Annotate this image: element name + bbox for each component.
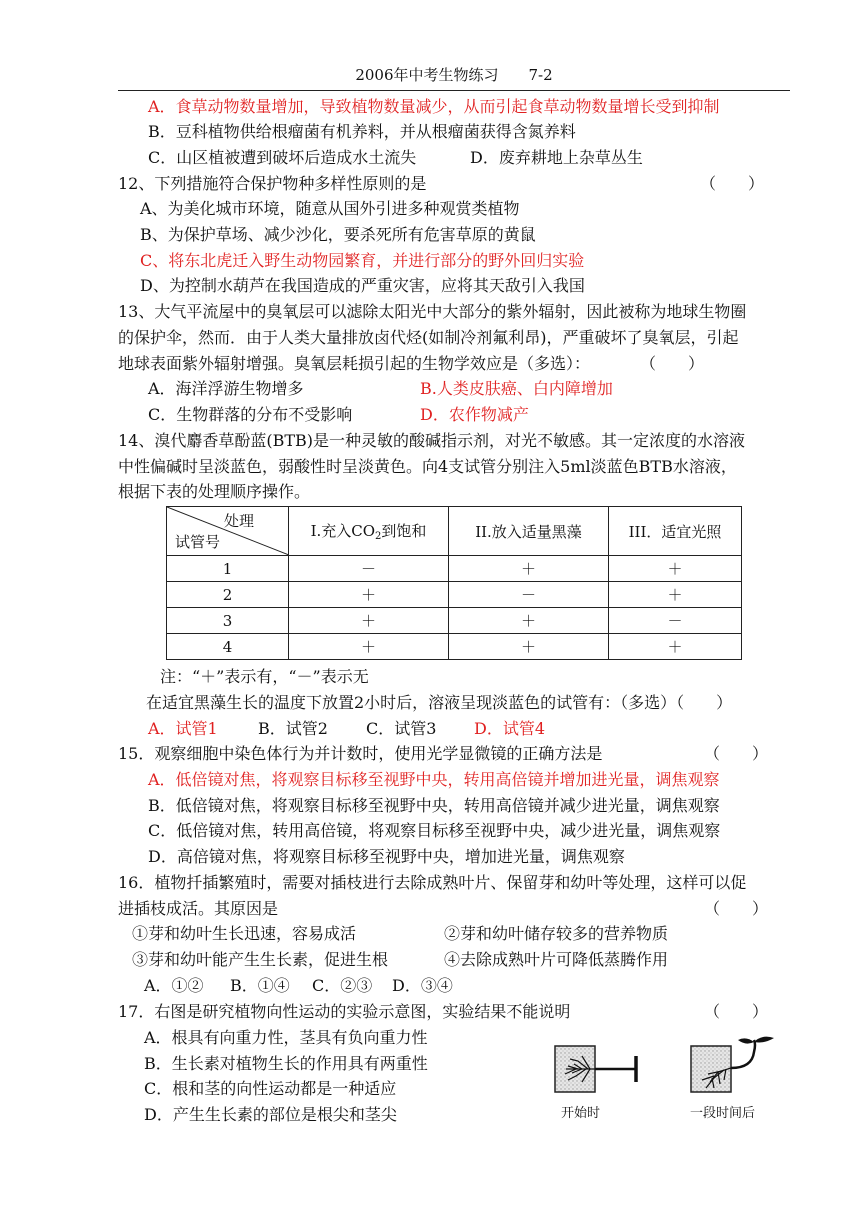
q16-statement-4: ④去除成熟叶片可降低蒸腾作用: [444, 950, 669, 969]
table-cell: ＋: [289, 634, 449, 660]
q14-table-note: 注：“＋”表示有，“－”表示无: [160, 667, 369, 686]
q15-option-b: B．低倍镜对焦，将观察目标移至视野中央，转用高倍镜并减少进光量，调焦观察: [148, 796, 720, 815]
tube-number-cell: 1: [167, 556, 289, 582]
q16-option-c: C．②③: [312, 976, 373, 995]
q14-option-a: A．试管1: [148, 719, 218, 738]
corner-label-treatment: 处理: [223, 512, 254, 530]
q13-option-d: D．农作物减产: [420, 405, 529, 424]
treatment-table: [166, 506, 742, 660]
q16-statement-2: ②芽和幼叶储存较多的营养物质: [444, 924, 669, 943]
q16-answer-paren: （ ）: [704, 899, 769, 918]
table-cell: ＋: [449, 634, 609, 660]
figure-caption-after: 一段时间后: [690, 1106, 756, 1121]
table-cell: －: [449, 582, 609, 608]
q15-answer-paren: （ ）: [704, 744, 769, 763]
header-title: 2006年中考生物练习: [355, 66, 499, 84]
q13-option-c: C．生物群落的分布不受影响: [148, 405, 353, 424]
table-header-algae: II.放入适量黑藻: [449, 507, 609, 556]
table-header-row: [167, 507, 742, 556]
seedling-start-figure: [552, 1044, 644, 1096]
table-cell: ＋: [289, 608, 449, 634]
q13-stem-line2: 的保护伞，然而．由于人类大量排放卤代烃(如制冷剂氟利昂)，严重破坏了臭氧层，引起: [118, 328, 739, 347]
q17-option-a: A．根具有向重力性，茎具有负向重力性: [144, 1028, 428, 1047]
q14-stem-line1: 14、溴代麝香草酚蓝(BTB)是一种灵敏的酸碱指示剂，对光不敏感。其一定浓度的水溶液: [118, 431, 746, 450]
tube-number-cell: 2: [167, 582, 289, 608]
table-cell: ＋: [289, 582, 449, 608]
q16-option-b: B．①④: [230, 976, 290, 995]
table-row: [167, 634, 742, 660]
q12-option-a: A、为美化城市环境，随意从国外引进多种观赏类植物: [140, 199, 520, 218]
q16-option-a: A．①②: [144, 976, 204, 995]
q14-question: 在适宜黑藻生长的温度下放置2小时后，溶液呈现淡蓝色的试管有：（多选）（ ）: [146, 693, 733, 712]
q16-stem-line1: 16．植物扦插繁殖时，需要对插枝进行去除成熟叶片、保留芽和幼叶等处理，这样可以促: [118, 873, 747, 892]
prev-option-c: C．山区植被遭到破坏后造成水土流失: [148, 148, 417, 167]
q12-stem: 12、下列措施符合保护物种多样性原则的是: [118, 174, 427, 193]
table-corner-cell: [167, 507, 289, 556]
corner-label-tube-number: 试管号: [175, 533, 221, 551]
table-header-co2: I.充入$CO_2$到饱和: [289, 507, 449, 556]
q13-option-b: B.人类皮肤癌、白内障增加: [420, 379, 613, 398]
q17-option-c: C．根和茎的向性运动都是一种适应: [144, 1079, 397, 1098]
q13-stem-line1: 13、大气平流屋中的臭氧层可以滤除太阳光中大部分的紫外辐射，因此被称为地球生物圈: [118, 302, 747, 321]
q14-stem-line3: 根据下表的处理顺序操作。: [118, 482, 311, 501]
q12-option-c: C、将东北虎迁入野生动物园繁育，并进行部分的野外回归实验: [140, 251, 585, 270]
q13-answer-paren: （ ）: [640, 354, 705, 373]
q17-stem: 17．右图是研究植物向性运动的实验示意图，实验结果不能说明: [118, 1002, 571, 1021]
q16-statement-1: ①芽和幼叶生长迅速，容易成活: [132, 924, 357, 943]
table-row: [167, 582, 742, 608]
q13-stem-line3: 地球表面紫外辐射增强。臭氧层耗损引起的生物学效应是（多选）：: [118, 354, 591, 373]
q14-option-b: B．试管2: [258, 719, 328, 738]
table-cell: ＋: [609, 582, 742, 608]
table-header-light: III．适宜光照: [609, 507, 742, 556]
q14-option-c: C．试管3: [366, 719, 437, 738]
q16-stem-line2: 进插枝成活。其原因是: [118, 899, 279, 918]
table-cell: ＋: [609, 556, 742, 582]
table-cell: ＋: [449, 556, 609, 582]
q15-option-a: A．低倍镜对焦，将观察目标移至视野中央，转用高倍镜并增加进光量，调焦观察: [148, 770, 720, 789]
page-header: [118, 60, 790, 91]
q14-stem-line2: 中性偏碱时呈淡蓝色，弱酸性时呈淡黄色。向4支试管分别注入5ml淡蓝色BTB水溶液，: [118, 457, 737, 476]
tube-number-cell: 3: [167, 608, 289, 634]
q17-option-d: D．产生生长素的部位是根尖和茎尖: [144, 1105, 397, 1124]
q13-option-a: A．海洋浮游生物增多: [148, 379, 304, 398]
table-cell: ＋: [449, 608, 609, 634]
q12-option-b: B、为保护草场、减少沙化，要杀死所有危害草原的黄鼠: [140, 225, 536, 244]
tube-number-cell: 4: [167, 634, 289, 660]
q17-option-b: B．生长素对植物生长的作用具有两重性: [144, 1054, 428, 1073]
q17-answer-paren: （ ）: [704, 1002, 769, 1021]
prev-option-a: A．食草动物数量增加，导致植物数量减少，从而引起食草动物数量增长受到抑制: [148, 97, 720, 116]
prev-option-b: B．豆科植物供给根瘤菌有机养料，并从根瘤菌获得含氮养料: [148, 122, 576, 141]
figure-caption-start: 开始时: [561, 1106, 601, 1121]
table-cell: －: [609, 608, 742, 634]
table-cell: ＋: [609, 634, 742, 660]
table-row: [167, 556, 742, 582]
seedling-after-figure: [688, 1034, 788, 1096]
q15-option-d: D．高倍镜对焦，将观察目标移至视野中央，增加进光量，调焦观察: [148, 847, 625, 866]
q16-option-d: D．③④: [392, 976, 453, 995]
q14-option-d: D．试管4: [474, 719, 546, 738]
q15-stem: 15．观察细胞中染色体行为并计数时，使用光学显微镜的正确方法是: [118, 744, 603, 763]
header-page-number: 7-2: [528, 66, 553, 84]
q12-option-d: D、为控制水葫芦在我国造成的严重灾害，应将其天敌引入我国: [140, 276, 585, 295]
table-row: [167, 608, 742, 634]
table-cell: －: [289, 556, 449, 582]
q12-answer-paren: （ ）: [700, 174, 765, 193]
q15-option-c: C．低倍镜对焦，转用高倍镜，将观察目标移至视野中央，减少进光量，调焦观察: [148, 821, 721, 840]
q16-statement-3: ③芽和幼叶能产生生长素，促进生根: [132, 950, 389, 969]
prev-option-d: D．废弃耕地上杂草丛生: [470, 148, 643, 167]
